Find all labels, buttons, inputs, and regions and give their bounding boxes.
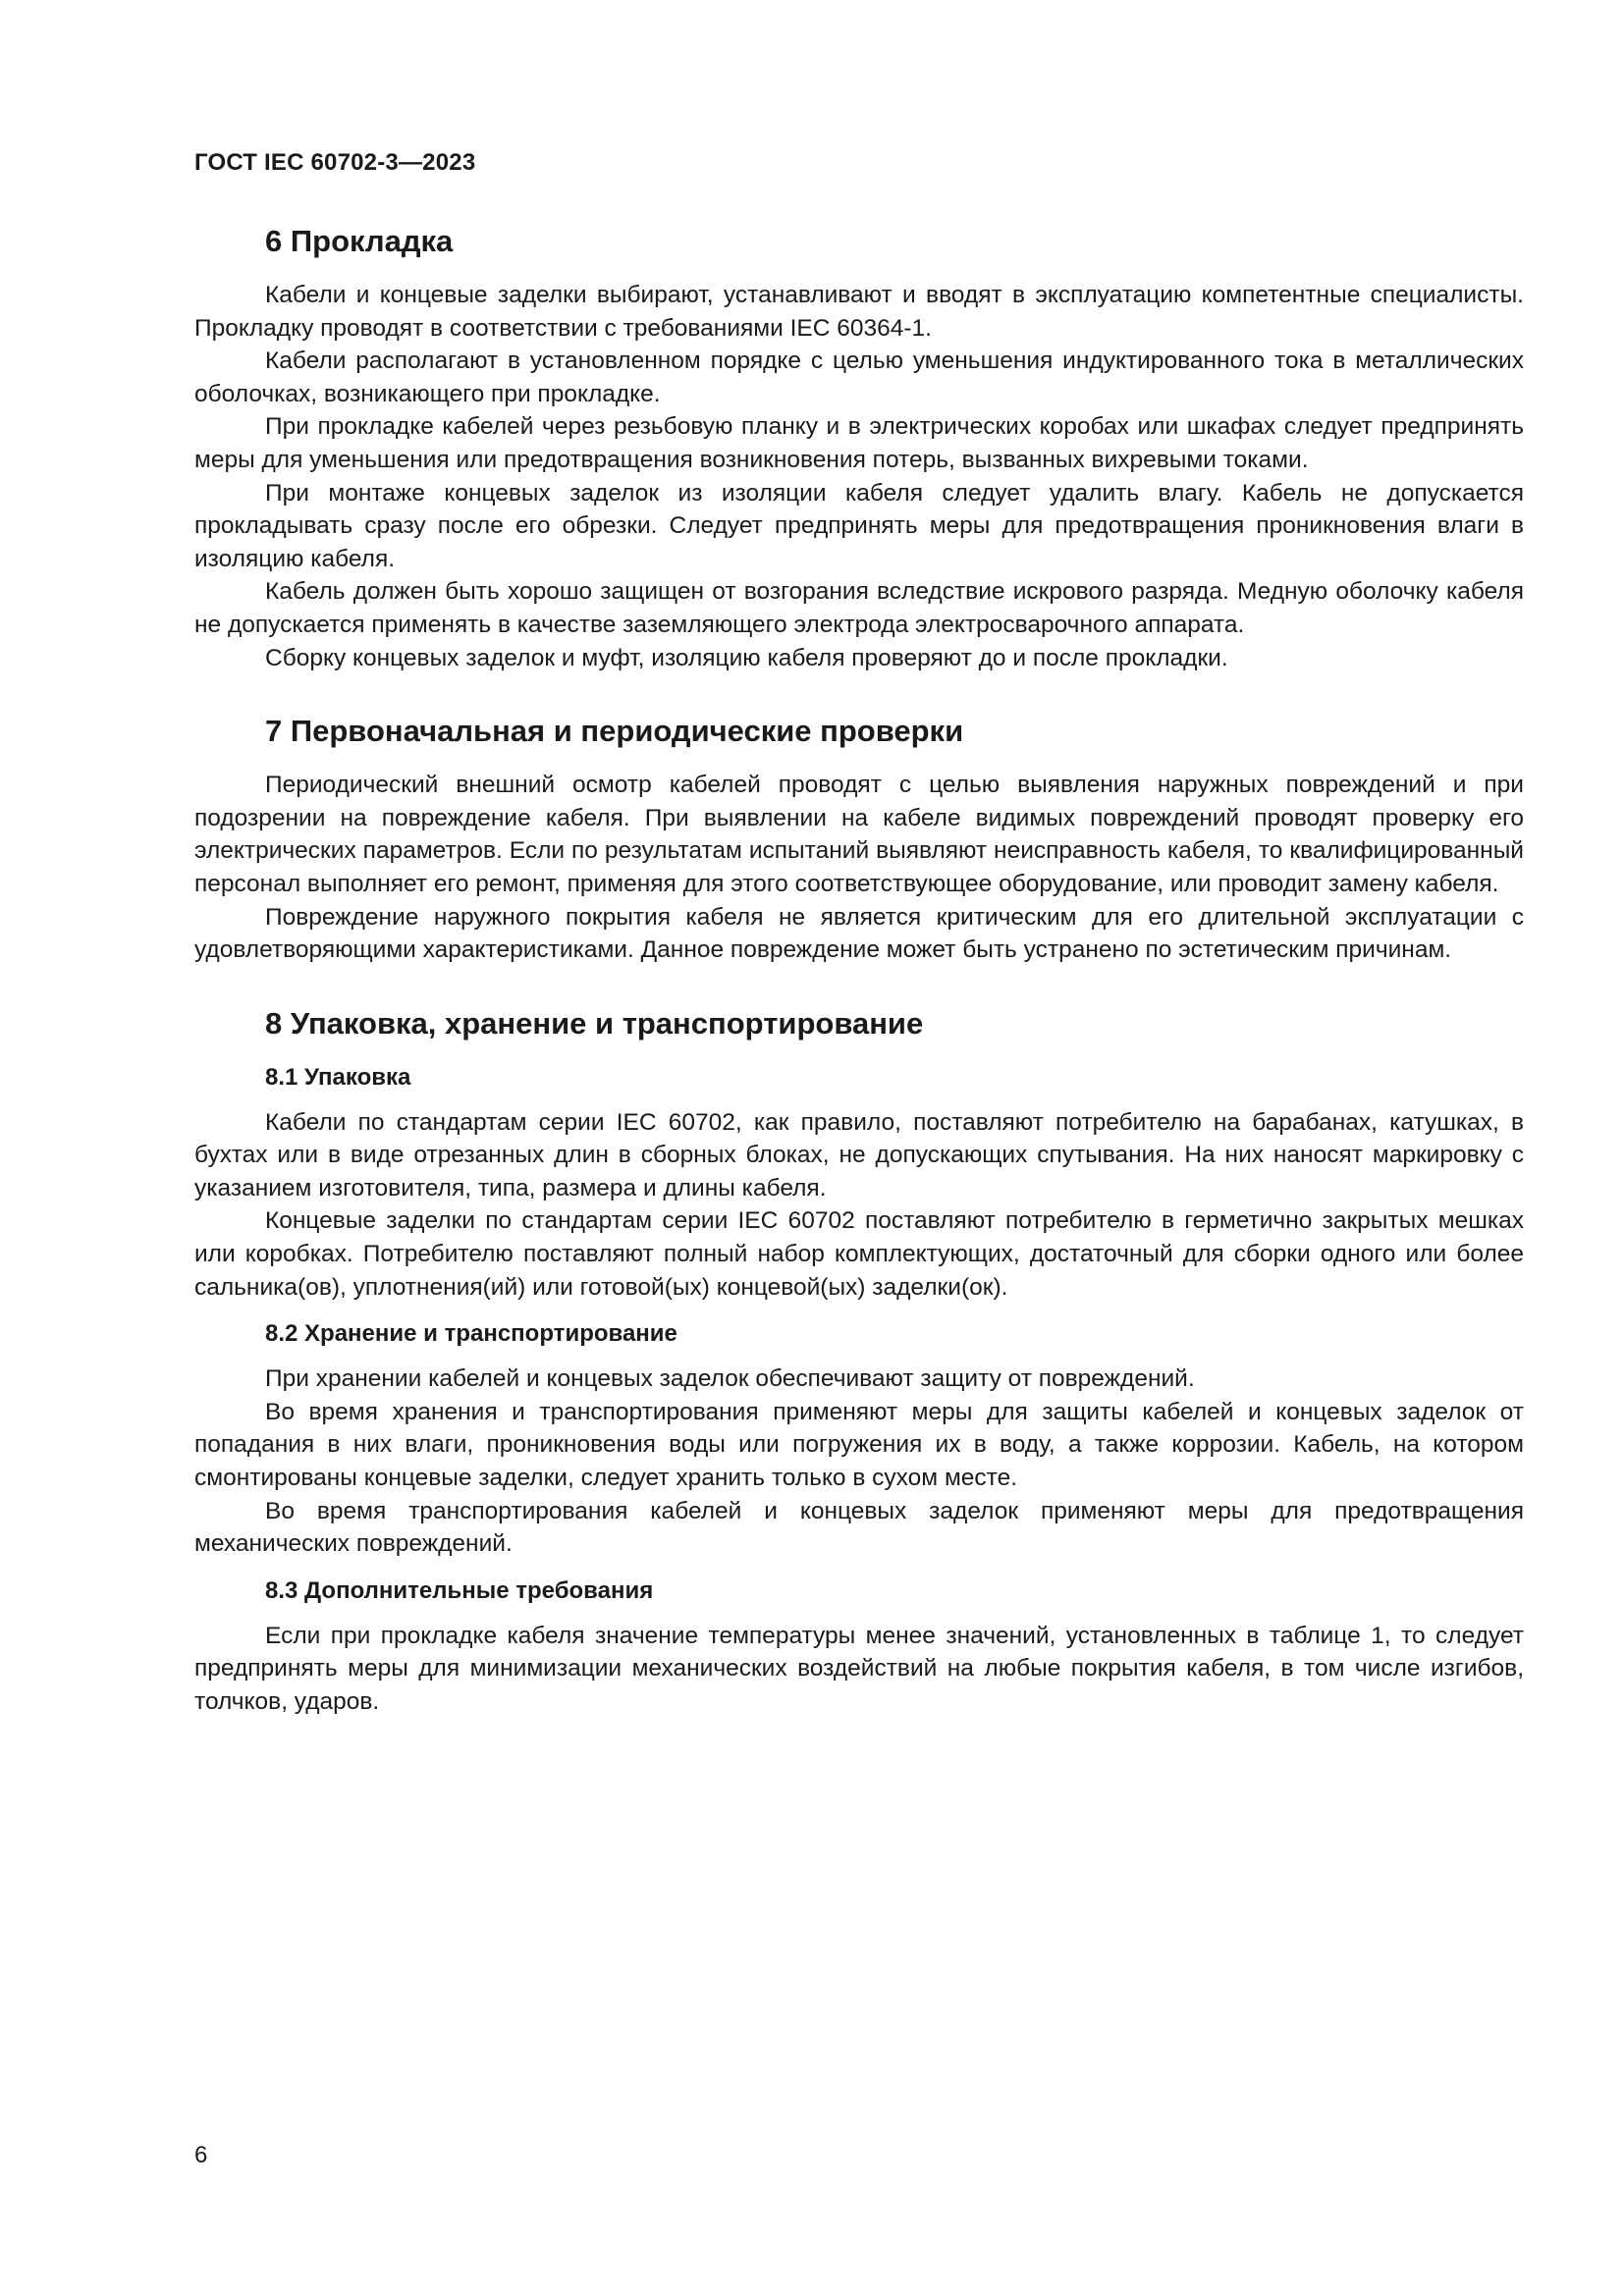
paragraph: Кабели по стандартам серии IEC 60702, как правило, поставляют потребителю на барабанах, катушках, в бухтах или в виде отрезанных длин в сборных блоках, не допускающих спутывания. На них наносят маркировку с указанием изготовителя, типа, размера и длины кабеля. [194, 1108, 1524, 1201]
paragraph: При хранении кабелей и концевых заделок обеспечивают защиту от повреждений. [265, 1365, 1195, 1393]
document-header: ГОСТ IEC 60702-3—2023 [194, 149, 476, 176]
paragraph: Кабель должен быть хорошо защищен от возгорания вследствие искрового разряда. Медную оболочку кабеля не допускается применять в качестве заземляющего электрода электросварочного аппарата. [194, 578, 1524, 638]
subsection-8-2-title: 8.2 Хранение и транспортирование [265, 1320, 677, 1348]
paragraph: Во время транспортирования кабелей и концевых заделок применяют меры для предотвращения механических повреждений. [194, 1497, 1524, 1558]
paragraph: Периодический внешний осмотр кабелей проводят с целью выявления наружных повреждений и при подозрении на повреждение кабеля. При выявлении на кабеле видимых повреждений проводят проверку его электрических параметров. Если по результатам испытаний выявляют неисправность кабеля, то квалифицированный персонал выполняет его ремонт, применяя для этого соответствующее оборудование, или проводит замену кабеля. [194, 772, 1524, 897]
paragraph: Кабели располагают в установленном порядке с целью уменьшения индуктированного тока в металлических оболочках, возникающего при прокладке. [194, 347, 1524, 407]
paragraph: При монтаже концевых заделок из изоляции кабеля следует удалить влагу. Кабель не допускается прокладывать сразу после его обрезки. Следует предпринять меры для предотвращения проникновения влаги в изоляцию кабеля. [194, 479, 1524, 572]
page-content [194, 222, 1524, 1719]
paragraph: Если при прокладке кабеля значение температуры менее значений, установленных в таблице 1, то следует предпринять меры для минимизации механических воздействий на любые покрытия кабеля, в том числе изгибов, толчков, ударов. [194, 1622, 1524, 1715]
page-number: 6 [194, 2142, 208, 2168]
paragraph: Кабели и концевые заделки выбирают, устанавливают и вводят в эксплуатацию компетентные специалисты. Прокладку проводят в соответствии с требованиями IEC 60364-1. [194, 282, 1524, 342]
section-8-title: 8 Упаковка, хранение и транспортирование [265, 1005, 924, 1041]
paragraph: Концевые заделки по стандартам серии IEC 60702 поставляют потребителю в герметично закрытых мешках или коробках. Потребителю поставляют полный набор комплектующих, достаточный для сборки одного или более сальника(ов), уплотнения(ий) или готовой(ых) концевой(ых) заделки(ок). [194, 1207, 1524, 1301]
paragraph: Во время хранения и транспортирования применяют меры для защиты кабелей и концевых заделок от попадания в них влаги, проникновения воды или погружения их в воду, а также коррозии. Кабель, на котором смонтированы концевые заделки, следует хранить только в сухом месте. [194, 1398, 1524, 1492]
paragraph: Повреждение наружного покрытия кабеля не является критическим для его длительной эксплуатации с удовлетворяющими характеристиками. Данное повреждение может быть устранено по эстетическим причинам. [194, 903, 1524, 964]
section-7-title: 7 Первоначальная и периодические проверки [265, 714, 964, 749]
subsection-8-3-title: 8.3 Дополнительные требования [265, 1576, 654, 1604]
paragraph: При прокладке кабелей через резьбовую планку и в электрических коробах или шкафах следует предпринять меры для уменьшения или предотвращения возникновения потерь, вызванных вихревыми токами. [194, 413, 1524, 473]
paragraph: Сборку концевых заделок и муфт, изоляцию кабеля проверяют до и после прокладки. [265, 644, 1228, 671]
subsection-8-1-title: 8.1 Упаковка [265, 1063, 411, 1091]
section-6-title: 6 Прокладка [265, 224, 454, 258]
